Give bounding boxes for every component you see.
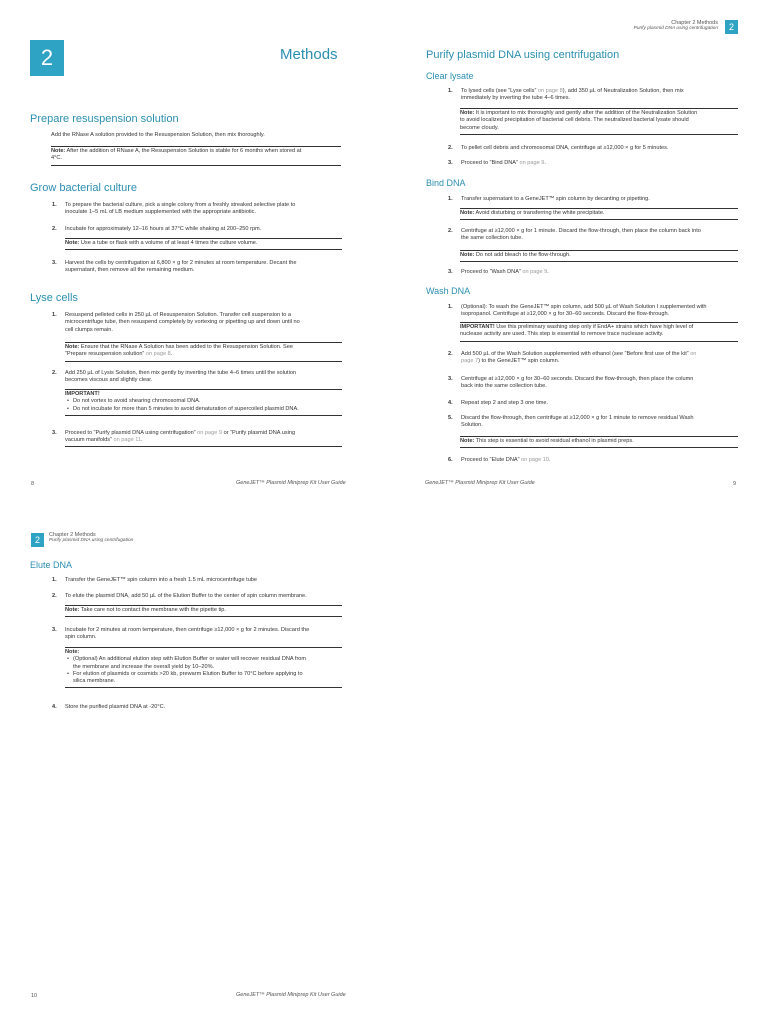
note-line: Ensure that the RNase A Solution has been added to the Resuspension Solution. See [80, 344, 293, 350]
punct: . [547, 269, 549, 275]
page-title: Purify plasmid DNA using centrifugation [426, 49, 620, 61]
note-label: Note: [65, 240, 80, 246]
step-number: 4. [448, 400, 453, 406]
line: Solution. [461, 422, 483, 429]
grow-step-1 [65, 202, 343, 217]
bullet-item: • Do not vortex to avoid shearing chromosomal DNA. [65, 398, 342, 405]
note-text: Take care not to contact the membrane with the pipette tip. [80, 607, 226, 613]
wash-step-5 [461, 415, 739, 430]
step-number: 2. [448, 145, 453, 151]
note-text: Do not add bleach to the flow-through. [475, 252, 571, 258]
page-number: 10 [31, 993, 38, 999]
lyse-important [65, 389, 342, 416]
line: the same collection tube. [461, 235, 523, 242]
running-header [49, 532, 133, 543]
bullet-item [65, 671, 342, 686]
note-label: Note: [460, 110, 475, 116]
line: the membrane and increase the overall yield by 10–20%. [73, 663, 215, 670]
wash-step-4: Repeat step 2 and step 3 one time. [461, 400, 549, 406]
line: silica membrane. [73, 678, 116, 685]
elute-step-2: To elute the plasmid DNA, add 50 µL of the Elution Buffer to the center of spin column membrane. [65, 593, 307, 599]
step-number: 2. [448, 351, 453, 357]
step-number: 2. [52, 370, 57, 376]
step-number: 3. [448, 160, 453, 166]
line: inoculate 1–5 mL of LB medium supplemented with the appropriate antibiotic. [65, 209, 257, 216]
bind-note-2 [460, 250, 738, 262]
text: ) to the GeneJET™ spin column. [478, 358, 560, 365]
line: isopropanol. Centrifuge at ≥12,000 × g for 30–60 seconds. Discard the flow-through. [461, 311, 670, 318]
step-number: 1. [52, 202, 57, 208]
note-line: 4°C. [51, 155, 62, 162]
heading-bind-dna: Bind DNA [426, 178, 466, 188]
step-number: 3. [52, 260, 57, 266]
step-number: 3. [52, 430, 57, 436]
prepare-text: Add the RNase A solution provided to the Resuspension Solution, then mix thoroughly. [51, 132, 265, 138]
clear-step-1 [461, 88, 739, 103]
heading-clear-lysate: Clear lysate [426, 71, 474, 81]
wash-important [460, 322, 738, 342]
note-label: Note: [65, 344, 80, 350]
line: spin column. [65, 634, 97, 641]
wash-step-2 [461, 351, 739, 366]
page-link[interactable]: on page 9 [522, 269, 548, 275]
page-link[interactable]: on page 8 [145, 351, 171, 358]
note-label: Note: [460, 210, 475, 216]
note-text: Use a tube or flask with a volume of at least 4 times the culture volume. [80, 240, 258, 246]
line: back into the same collection tube. [461, 383, 547, 390]
line: cell clumps remain. [65, 326, 113, 333]
bullet-item [65, 656, 342, 671]
note-line: It is important to mix thoroughly and gently after the addition of the Neutralization Solution [475, 110, 698, 116]
important-label: IMPORTANT! [65, 391, 100, 397]
footer-title: GeneJET™ Plasmid Miniprep Kit User Guide [236, 992, 346, 998]
note-label: Note: [51, 148, 66, 154]
step-number: 3. [448, 269, 453, 275]
elute-note-1 [65, 605, 342, 617]
header-subtitle: Purify plasmid DNA using centrifugation [633, 26, 718, 31]
clear-note [460, 108, 738, 135]
page-link[interactable]: on page 9 [197, 430, 223, 436]
line: Centrifuge at ≥12,000 × g for 1 minute. Discard the flow-through, then place the column back into [461, 228, 701, 234]
bind-note-1 [460, 208, 738, 220]
page-link[interactable]: on [690, 351, 697, 357]
text: Proceed to “Elute DNA” [461, 457, 520, 463]
note-label: Note: [65, 649, 80, 655]
note-label: Note: [460, 252, 475, 258]
line: To prepare the bacterial culture, pick a single colony from a freshly streaked selective plate to [65, 202, 296, 208]
line: • (Optional) An additional elution step with Elution Buffer or water will recover residual DNA from [73, 656, 307, 663]
step-number: 6. [448, 457, 453, 463]
chapter-badge: 2 [30, 40, 64, 76]
punct: . [170, 351, 173, 358]
page-number: 8 [31, 481, 35, 487]
wash-step-3 [461, 376, 739, 391]
wash-step-6 [461, 457, 739, 464]
step-number: 3. [52, 627, 57, 633]
punct: . [549, 457, 551, 463]
page-link[interactable]: page 7 [461, 358, 479, 365]
note-line: “Prepare resuspension solution” [65, 351, 145, 358]
note-text: Avoid disturbing or transferring the white precipitate. [475, 210, 605, 216]
elute-step-4: Store the purified plasmid DNA at -20°C. [65, 704, 166, 710]
lyse-step-3 [65, 430, 343, 445]
note-label: Note: [460, 438, 475, 444]
step-number: 1. [448, 196, 453, 202]
heading-wash-dna: Wash DNA [426, 286, 471, 296]
line: nuclease activity are used. This step is essential to remove trace nuclease activity. [460, 331, 664, 338]
header-chapter: Chapter 2 Methods [49, 532, 96, 538]
heading-lyse-cells: Lyse cells [30, 292, 78, 304]
line: immediately by inverting the tube 4–6 times. [461, 95, 571, 102]
punct: . [141, 437, 143, 444]
line: Use this preliminary washing step only if EndA+ strains which have high level of [496, 324, 694, 330]
header-chapter: Chapter 2 Methods [671, 20, 718, 26]
line: Resuspend pelleted cells in 250 µL of Resuspension Solution. Transfer cell suspension to a [65, 312, 291, 318]
text: To lysed cells (see “Lyse cells” [461, 88, 537, 94]
wash-note [460, 436, 738, 448]
step-number: 1. [52, 312, 57, 318]
text: or “Purify plasmid DNA using [223, 430, 296, 436]
step-number: 1. [52, 577, 57, 583]
line: Incubate for 2 minutes at room temperature, then centrifuge ≥12,000 × g for 2 minutes. Discard the [65, 627, 310, 633]
line: Centrifuge at ≥12,000 × g for 30–60 seconds. Discard the flow-through, then place the column [461, 376, 694, 382]
elute-step-3 [65, 627, 343, 642]
header-subtitle: Purify plasmid DNA using centrifugation [49, 538, 134, 543]
chapter-badge-small: 2 [31, 533, 44, 547]
page-number: 9 [733, 481, 737, 487]
bind-step-3 [461, 269, 739, 276]
footer-title: GeneJET™ Plasmid Miniprep Kit User Guide [236, 480, 346, 486]
elute-note-2 [65, 647, 342, 688]
heading-prepare-resuspension: Prepare resuspension solution [30, 113, 179, 125]
line: • For elution of plasmids or cosmids >20 kb, prewarm Elution Buffer to 70°C before applying to [73, 670, 303, 677]
line: Harvest the cells by centrifugation at 6,800 × g for 2 minutes at room temperature. Decant the [65, 260, 297, 266]
note-text: This step is essential to avoid residual ethanol in plasmid preps. [475, 438, 634, 444]
bind-step-1: Transfer supernatant to a GeneJET™ spin column by decanting or pipetting. [461, 196, 650, 202]
prepare-note [51, 146, 341, 166]
important-label: IMPORTANT! [460, 324, 495, 330]
step-number: 3. [448, 376, 453, 382]
clear-step-3 [461, 160, 739, 167]
line: (Optional): To wash the GeneJET™ spin column, add 500 µL of Wash Solution I supplemented with [461, 304, 707, 310]
clear-step-2: To pellet cell debris and chromosomal DNA, centrifuge at ≥12,000 × g for 5 minutes. [461, 145, 669, 151]
elute-step-1: Transfer the GeneJET™ spin column into a fresh 1.5 mL microcentrifuge tube [65, 577, 258, 583]
bullet-item: • Do not incubate for more than 5 minutes to avoid denaturation of supercoiled plasmid DNA. [65, 406, 342, 413]
step-number: 5. [448, 415, 453, 421]
text: ), add 350 µL of Neutralization Solution, then mix [562, 88, 684, 94]
note-line: become cloudy. [460, 124, 499, 131]
heading-grow-culture: Grow bacterial culture [30, 182, 137, 194]
heading-elute-dna: Elute DNA [30, 560, 73, 570]
note-line: to avoid localized precipitation of bacterial cell debris. The neutralized bacterial lysate should [460, 117, 689, 124]
line: Add 250 µL of Lysis Solution, then mix gently by inverting the tube 4–6 times until the solution [65, 370, 297, 376]
text: Proceed to “Purify plasmid DNA using centrifugation” [65, 430, 196, 436]
lyse-step-1 [65, 312, 343, 334]
step-number: 2. [52, 226, 57, 232]
divider [65, 446, 342, 447]
page-link[interactable]: on page 11 [113, 437, 142, 444]
text: Proceed to “Bind DNA” [461, 160, 518, 166]
grow-step-2: Incubate for approximately 12–16 hours at 37°C while shaking at 200–250 rpm. [65, 226, 262, 232]
bind-step-2 [461, 228, 739, 243]
page-link[interactable]: on page 10 [521, 457, 550, 463]
text: Add 500 µL of the Wash Solution supplemented with ethanol (see “Before first use of the kit” [461, 351, 689, 357]
line: Discard the flow-through, then centrifuge at ≥12,000 × g for 1 minute to remove residual Wash [461, 415, 694, 421]
lyse-note [65, 342, 342, 362]
grow-note [65, 238, 342, 250]
line: supernatant, then remove all the remaining medium. [65, 267, 195, 274]
chapter-badge-small: 2 [725, 20, 738, 34]
step-number: 2. [52, 593, 57, 599]
footer-title: GeneJET™ Plasmid Miniprep Kit User Guide [425, 480, 535, 486]
page-link[interactable]: on page 8 [537, 88, 563, 94]
lyse-step-2 [65, 370, 343, 385]
note-line: After the addition of RNase A, the Resuspension Solution is stable for 6 months when stored at [66, 148, 302, 154]
chapter-title: Methods [280, 46, 338, 63]
step-number: 1. [448, 88, 453, 94]
step-number: 4. [52, 704, 57, 710]
step-number: 2. [448, 228, 453, 234]
line: becomes viscous and slightly clear. [65, 377, 153, 384]
line: microcentrifuge tube, then resuspend completely by vortexing or pipetting up and down until no [65, 319, 300, 326]
step-number: 1. [448, 304, 453, 310]
wash-step-1 [461, 304, 739, 319]
punct: . [544, 160, 546, 166]
running-header [560, 20, 718, 31]
text: vacuum manifolds” [65, 437, 112, 444]
page-link[interactable]: on page 9 [519, 160, 545, 166]
note-label: Note: [65, 607, 80, 613]
grow-step-3 [65, 260, 343, 275]
text: Proceed to “Wash DNA” [461, 269, 521, 275]
